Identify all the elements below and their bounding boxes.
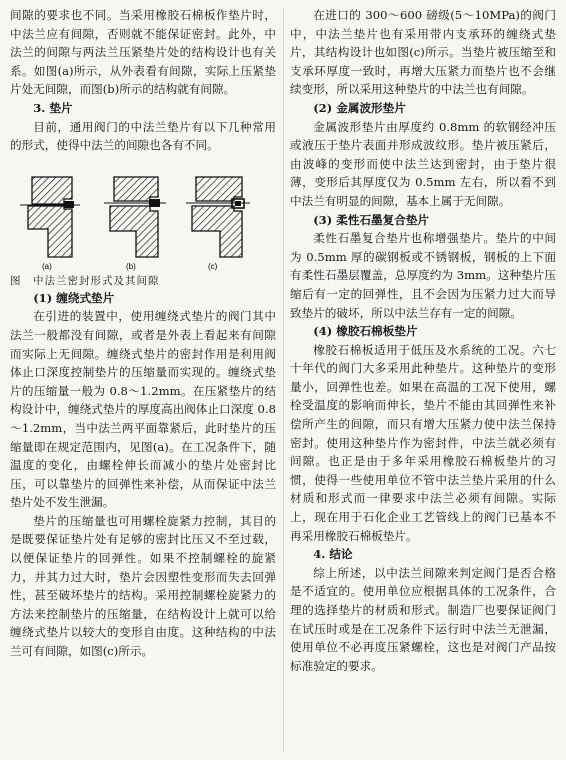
heading-conclusion: 4. 结论 xyxy=(313,547,353,562)
column-divider xyxy=(283,8,284,752)
flange-section-a xyxy=(20,177,80,257)
figure-caption: 图 中法兰密封形式及其间隙 xyxy=(10,274,160,287)
right-paragraph-2: 金属波形垫片由厚度约 0.8mm 的软钢经冲压或液压于垫片表面并形成波纹形。垫片被压紧后，由波峰的变形而使中法兰达到密封，由于垫片很薄，变形后其厚度仅为 0.5mm 左右，所以看不到中法兰有明显的间隙，基本上属于无间隙。 xyxy=(290,119,556,208)
heading-spiral-wound: (1) 缠绕式垫片 xyxy=(33,290,115,305)
right-paragraph-5: 综上所述，以中法兰间隙来判定阀门是否合格是不适宜的。使用单位应根据具体的工况条件，合理的选择垫片的材质和形式。制造厂也要保证阀门在试压时或是在工况条件下运行时中法兰无泄漏，使用单位不必再度压紧螺栓，这也是对阀门产品按标准验定的要求。 xyxy=(290,565,556,673)
right-paragraph-4: 橡胶石棉板适用于低压及水系统的工况。六七十年代的阀门大多采用此种垫片。这种垫片的变形量小，回弹性也差。如果在高温的工况下使用，螺栓受温度的影响而伸长，垫片不能由其回弹性来补偿所产生的间隙，而只有增大压紧力使中法兰保持密封。使用这种垫片作为密封件，中法兰就必须有间隙。也正是由于多年采用橡胶石棉板垫片的习惯，使得一些使用单位不管中法兰垫片采用的什么材质和形式而一律要求中法兰必须有间隙。实际上，现在用于石化企业工艺管线上的阀门已基本不再采用橡胶石棉板垫片。 xyxy=(290,342,556,543)
section-heading-gasket: 3. 垫片 xyxy=(33,100,73,115)
flange-section-c xyxy=(186,177,250,257)
right-paragraph-3: 柔性石墨复合垫片也称增强垫片。垫片的中间为 0.5mm 厚的碳钢板或不锈钢板，钢板的上下面有柔性石墨层覆盖，总厚度约为 3mm。这种垫片压缩后有一定的回弹性，且不会因为压紧力过大而导致垫片的破坏，所以中法兰存有一定的间隙。 xyxy=(290,231,556,320)
heading-metal-wave: (2) 金属波形垫片 xyxy=(313,100,406,115)
right-paragraph-1: 在进口的 300～600 磅级(5～10MPa)的阀门中，中法兰垫片也有采用带内支承环的缠绕式垫片，其结构设计也如图(c)所示。当垫片被压缩至和支承环厚度一致时，再增大压紧力而垫片也不会继续变形，所以采用这种垫片的中法兰也有间隙。 xyxy=(290,8,556,97)
left-paragraph-3: 在引进的装置中，使用缠绕式垫片的阀门其中法兰一般都没有间隙，或者是外表上看起来有间隙而实际上无间隙。缠绕式垫片的密封作用是利用阀体止口深度控制垫片的压缩量而实现的。缠绕式垫片的压缩量一般为 0.8～1.2mm。在压紧垫片的结构设计中，缠绕式垫片的厚度高出阀体止口深度 0.8～1.2mm，当中法兰两平面靠紧后，此时垫片的压缩量即在规定范围内，见图(a)。在工况条件下，随温度的变化，由螺栓伸长而减小的垫片处密封比压，可以靠垫片的回弹性来补偿，从而保证中法兰垫片处不发生泄漏。 xyxy=(10,309,276,510)
label-b: (b) xyxy=(126,261,136,271)
heading-rubber-asbestos: (4) 橡胶石棉板垫片 xyxy=(313,324,418,339)
flange-section-b xyxy=(104,177,166,257)
left-paragraph-1: 间隙的要求也不同。当采用橡胶石棉板作垫片时，中法兰应有间隙，否则就不能保证密封。此外，中法兰的间隙与两法兰压紧垫片处的结构设计也有关系。如图(a)所示，从外表看有间隙，实际上压紧垫片处无间隙，而图(b)所示的结构就有间隙。 xyxy=(10,8,276,97)
heading-graphite: (3) 柔性石墨复合垫片 xyxy=(313,212,430,227)
left-column xyxy=(10,6,276,661)
label-c: (c) xyxy=(208,261,218,271)
right-column xyxy=(290,6,556,675)
left-paragraph-4: 垫片的压缩量也可用螺栓旋紧力控制，其目的是既要保证垫片处有足够的密封比压又不至过载，以便保证垫片的回弹性。如果不控制螺栓的旋紧力，并其力过大时，垫片会因塑性变形而失去回弹性，甚至破坏垫片的结构。采用控制螺栓旋紧力的方法来控制垫片的压缩量，在结构设计上就可以给缠绕式垫片以较大的变形自由度。这种结构的中法兰可有间隙，如图(c)所示。 xyxy=(10,513,276,659)
flange-figure xyxy=(10,159,276,271)
label-a: (a) xyxy=(42,261,52,271)
left-paragraph-2: 目前，通用阀门的中法兰垫片有以下几种常用的形式，使得中法兰的间隙也各有不同。 xyxy=(10,119,276,153)
flange-drawing xyxy=(10,159,276,271)
